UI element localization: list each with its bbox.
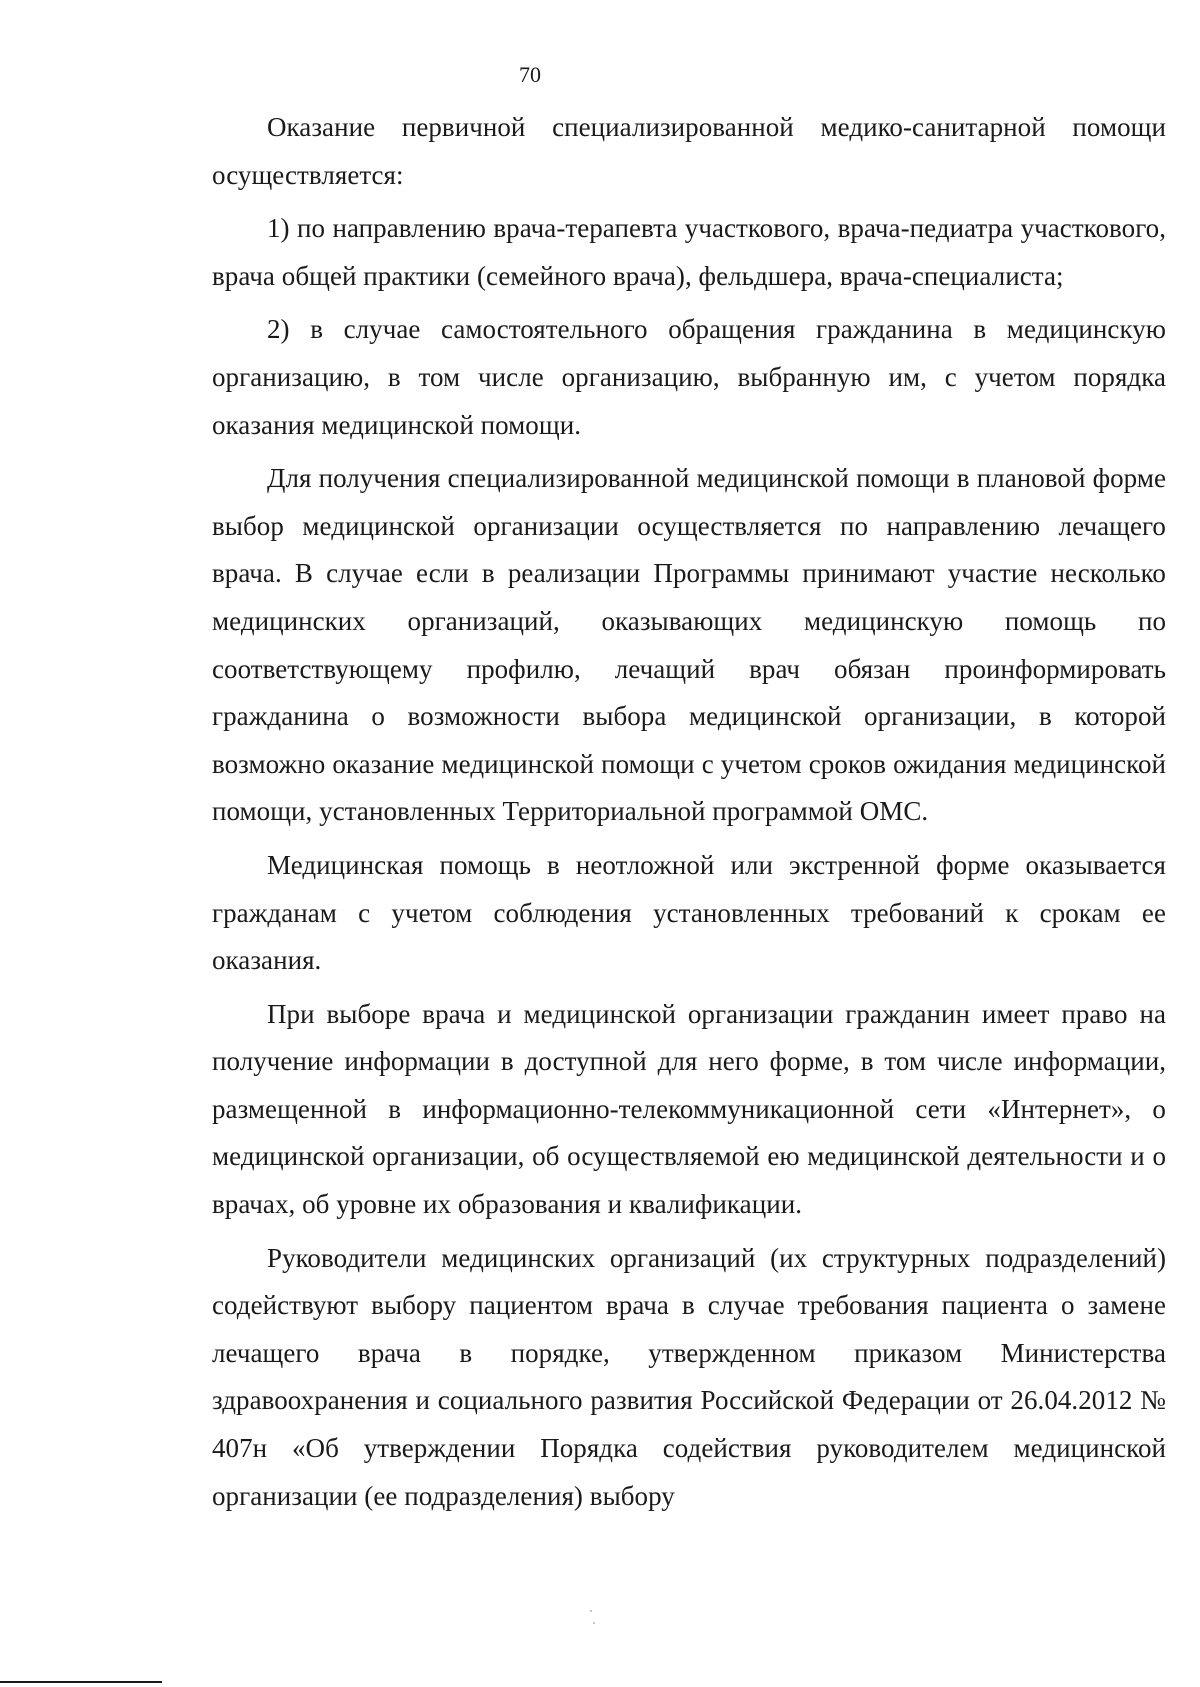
page-number: 70 (519, 62, 541, 87)
document-body (212, 104, 1166, 1520)
footnote-separator-line (0, 1681, 162, 1683)
scan-artifact-dot (593, 1622, 595, 1624)
paragraph-information-right: При выборе врача и медицинской организации гражданин имеет право на получение информации в доступной для него форме, в том числе информации, размещенной в информационно-телекоммуникационной сети «Интернет», о медицинской организации, об осуществляемой ею медицинской деятельности и о врачах, об уровне их образования и квалификации. (212, 998, 1166, 1220)
paragraph-specialized-care: Для получения специализированной медицинской помощи в плановой форме выбор медицинской организации осуществляется по направлению лечащего врача. В случае если в реализации Программы принимают участие несколько медицинских организаций, оказывающих медицинскую помощь по соответствующему профилю, лечащий врач обязан проинформировать гражданина о возможности выбора медицинской организации, в которой возможно оказание медицинской помощи с учетом сроков ожидания медицинской помощи, установленных Территориальной программой ОМС. (212, 463, 1166, 827)
paragraph-item-1-referral: 1) по направлению врача-терапевта участкового, врача-педиатра участкового, врача общей практики (семейного врача), фельдшера, врача-специалиста; (212, 213, 1166, 291)
paragraph-heads-of-organizations: Руководители медицинских организаций (их структурных подразделений) содействуют выбору пациентом врача в случае требования пациента о замене лечащего врача в порядке, утвержденном приказом Министерства здравоохранения и социального развития Российской Федерации от 26.04.2012 № 407н «Об утверждении Порядка содействия руководителем медицинской организации (ее подразделения) выбору (212, 1242, 1166, 1511)
scan-artifact-dot (590, 1610, 592, 1612)
paragraph-item-2-self-referral: 2) в случае самостоятельного обращения гражданина в медицинскую организацию, в том числе организацию, выбранную им, с учетом порядка оказания медицинской помощи. (212, 314, 1166, 440)
paragraph-primary-care: Оказание первичной специализированной медико-санитарной помощи осуществляется: (212, 112, 1166, 190)
paragraph-emergency-care: Медицинская помощь в неотложной или экстренной форме оказывается гражданам с учетом соблюдения установленных требований к срокам ее оказания. (212, 849, 1166, 976)
